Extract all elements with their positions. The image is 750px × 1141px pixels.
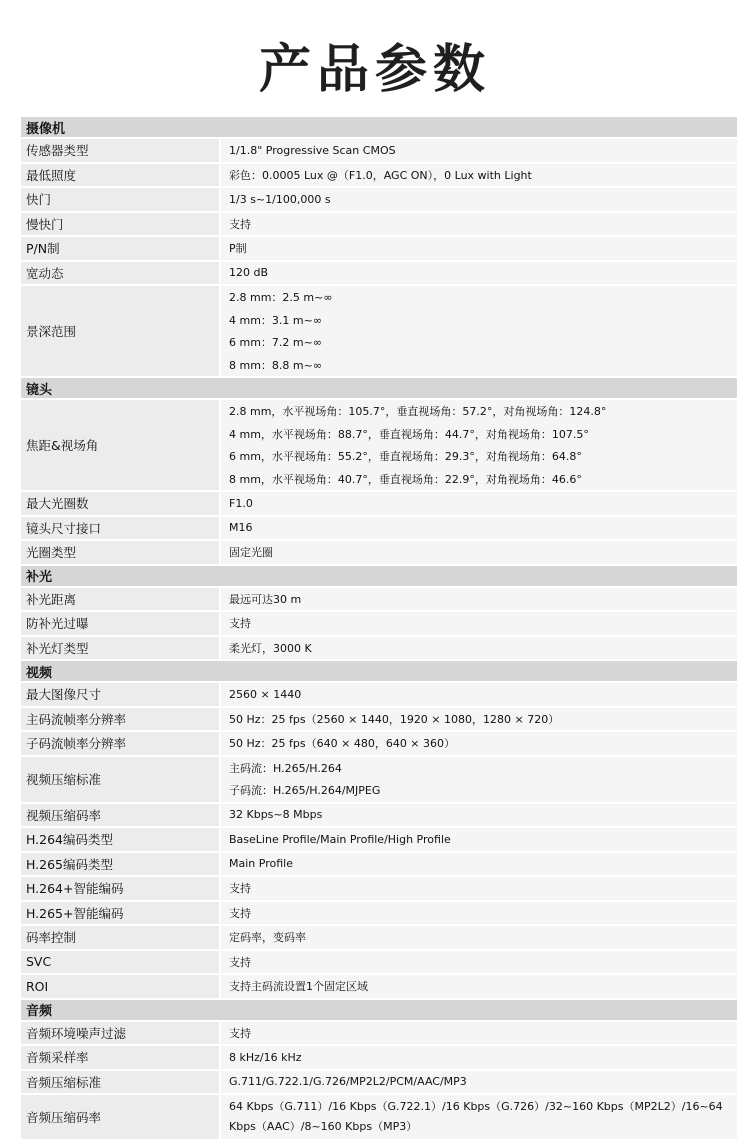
spec-value: 64 Kbps（G.711）/16 Kbps（G.722.1）/16 Kbps（G.726）/32~160 Kbps（MP2L2）/16~64 Kbps（AAC）/8~160 Kbps（MP3） [221,1095,737,1139]
spec-values [221,1071,737,1094]
spec-value: F1.0 [221,492,737,515]
spec-value: 32 Kbps~8 Mbps [221,804,737,827]
spec-row [21,588,737,613]
spec-row [21,517,737,542]
spec-row [21,853,737,878]
spec-values [221,757,737,802]
spec-label: 音频压缩码率 [21,1095,221,1139]
spec-value: 6 mm，水平视场角：55.2°，垂直视场角：29.3°，对角视场角：64.8° [221,445,737,468]
spec-value: 50 Hz：25 fps（2560 × 1440，1920 × 1080，1280 × 720） [221,708,737,731]
spec-row [21,708,737,733]
spec-value: 4 mm：3.1 m~∞ [221,309,737,332]
spec-value: 4 mm，水平视场角：88.7°，垂直视场角：44.7°，对角视场角：107.5° [221,423,737,446]
spec-label: 补光灯类型 [21,637,221,660]
spec-row [21,400,737,492]
spec-value: 8 mm：8.8 m~∞ [221,354,737,377]
spec-row [21,541,737,566]
spec-row [21,975,737,1000]
spec-row [21,262,737,287]
spec-values [221,262,737,285]
spec-values [221,1095,737,1139]
spec-values [221,400,737,490]
spec-label: 码率控制 [21,926,221,949]
spec-values [221,237,737,260]
spec-values [221,683,737,706]
spec-value: 柔光灯，3000 K [221,637,737,660]
spec-row [21,237,737,262]
spec-values [221,926,737,949]
spec-label: 宽动态 [21,262,221,285]
spec-value: 支持 [221,951,737,974]
spec-values [221,902,737,925]
spec-label: 音频环境噪声过滤 [21,1022,221,1045]
section-title: 音频 [26,1004,53,1019]
spec-values [221,588,737,611]
spec-values [221,975,737,998]
spec-row [21,1046,737,1071]
spec-value: Main Profile [221,853,737,876]
spec-label: 最低照度 [21,164,221,187]
spec-label: 视频压缩码率 [21,804,221,827]
spec-values [221,164,737,187]
spec-value: 支持主码流设置1个固定区域 [221,975,737,998]
section-title: 镜头 [26,382,53,398]
spec-row [21,877,737,902]
spec-values [221,637,737,660]
spec-row [21,492,737,517]
spec-row [21,683,737,708]
spec-values [221,1022,737,1045]
section-title: 摄像机 [26,121,66,137]
spec-label: 焦距&视场角 [21,400,221,490]
page-title: 产品参数 [258,40,491,100]
spec-row [21,1095,737,1141]
spec-row [21,757,737,804]
spec-values [221,188,737,211]
spec-value: 2560 × 1440 [221,683,737,706]
spec-values [221,612,737,635]
spec-label: 镜头尺寸接口 [21,517,221,540]
spec-value: 8 mm，水平视场角：40.7°，垂直视场角：22.9°，对角视场角：46.6° [221,468,737,491]
spec-label: 最大图像尺寸 [21,683,221,706]
spec-value: 1/3 s~1/100,000 s [221,188,737,211]
spec-value: 2.8 mm，水平视场角：105.7°，垂直视场角：57.2°，对角视场角：124.8° [221,400,737,423]
spec-row [21,188,737,213]
spec-values [221,213,737,236]
spec-label: 主码流帧率分辨率 [21,708,221,731]
spec-values [221,139,737,162]
spec-value: 支持 [221,213,737,236]
spec-row [21,286,737,378]
section-header [21,378,737,400]
spec-row [21,828,737,853]
spec-values [221,517,737,540]
spec-row [21,951,737,976]
spec-label: 最大光圈数 [21,492,221,515]
spec-row [21,804,737,829]
spec-label: 快门 [21,188,221,211]
spec-values [221,853,737,876]
spec-label: H.265+智能编码 [21,902,221,925]
spec-row [21,1022,737,1047]
spec-values [221,951,737,974]
spec-value: P制 [221,237,737,260]
section-title: 补光 [26,570,53,585]
spec-value: 定码率，变码率 [221,926,737,949]
section-header [21,117,737,139]
spec-row [21,612,737,637]
spec-label: H.264+智能编码 [21,877,221,900]
spec-row [21,926,737,951]
spec-label: SVC [21,951,221,974]
spec-values [221,804,737,827]
spec-value: 支持 [221,1022,737,1045]
spec-value: 1/1.8" Progressive Scan CMOS [221,139,737,162]
spec-value: 50 Hz：25 fps（640 × 480，640 × 360） [221,732,737,755]
spec-value: 支持 [221,877,737,900]
spec-values [221,732,737,755]
spec-label: P/N制 [21,237,221,260]
spec-value: BaseLine Profile/Main Profile/High Profile [221,828,737,851]
spec-row [21,637,737,662]
spec-value: 6 mm：7.2 m~∞ [221,331,737,354]
section-header [21,661,737,683]
spec-label: 视频压缩标准 [21,757,221,802]
spec-row [21,164,737,189]
spec-value: 最远可达30 m [221,588,737,611]
spec-label: 景深范围 [21,286,221,376]
spec-row [21,139,737,164]
spec-table [21,117,737,1141]
spec-values [221,708,737,731]
spec-row [21,732,737,757]
spec-value: 2.8 mm：2.5 m~∞ [221,286,737,309]
spec-value: 彩色：0.0005 Lux @（F1.0，AGC ON），0 Lux with Light [221,164,737,187]
spec-values [221,541,737,564]
spec-row [21,1071,737,1096]
spec-row [21,902,737,927]
spec-label: H.265编码类型 [21,853,221,876]
spec-label: 子码流帧率分辨率 [21,732,221,755]
spec-label: 光圈类型 [21,541,221,564]
section-header [21,1000,737,1022]
section-title: 视频 [26,665,53,681]
spec-label: 防补光过曝 [21,612,221,635]
spec-label: 音频采样率 [21,1046,221,1069]
section-header [21,566,737,588]
spec-values [221,492,737,515]
spec-label: 补光距离 [21,588,221,611]
spec-row [21,213,737,238]
spec-label: ROI [21,975,221,998]
spec-value: 子码流：H.265/H.264/MJPEG [221,779,737,802]
spec-label: 音频压缩标准 [21,1071,221,1094]
spec-value: 支持 [221,902,737,925]
spec-values [221,1046,737,1069]
spec-label: 传感器类型 [21,139,221,162]
spec-value: 8 kHz/16 kHz [221,1046,737,1069]
spec-label: H.264编码类型 [21,828,221,851]
spec-value: 主码流：H.265/H.264 [221,757,737,780]
spec-values [221,877,737,900]
spec-label: 慢快门 [21,213,221,236]
spec-value: 120 dB [221,262,737,285]
spec-value: M16 [221,517,737,540]
spec-values [221,828,737,851]
spec-value: G.711/G.722.1/G.726/MP2L2/PCM/AAC/MP3 [221,1071,737,1094]
spec-value: 支持 [221,612,737,635]
spec-value: 固定光圈 [221,541,737,564]
spec-values [221,286,737,376]
